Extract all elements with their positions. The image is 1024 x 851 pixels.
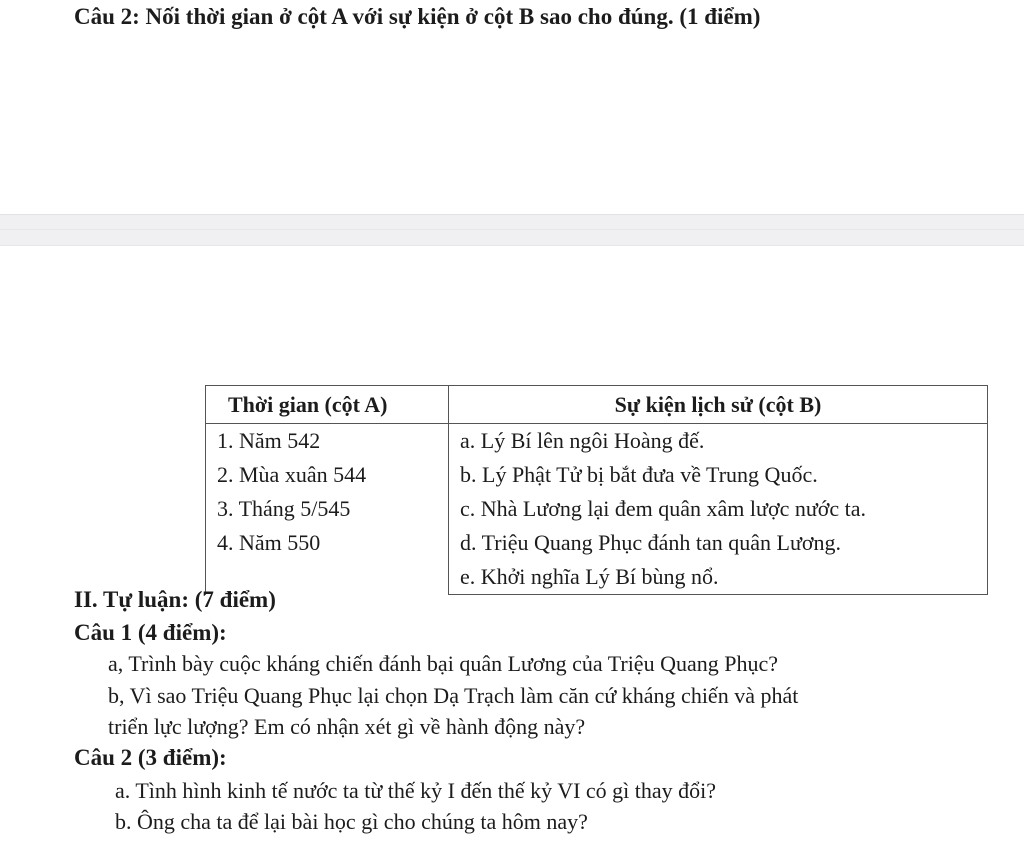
table-row	[206, 560, 988, 595]
essay-question-2-heading: Câu 2 (3 điểm):	[74, 745, 227, 770]
table-row	[206, 526, 988, 560]
table-header-row	[206, 386, 988, 424]
essay-question-1a: a, Trình bày cuộc kháng chiến đánh bại quân Lương của Triệu Quang Phục?	[108, 651, 778, 676]
essay-question-1-heading: Câu 1 (4 điểm):	[74, 620, 227, 645]
column-b-cell: e. Khởi nghĩa Lý Bí bùng nổ.	[449, 560, 988, 595]
table-row	[206, 424, 988, 459]
essay-question-1b-line-1: b, Vì sao Triệu Quang Phục lại chọn Dạ Trạch làm căn cứ kháng chiến và phát	[108, 683, 799, 708]
table-row	[206, 458, 988, 492]
column-a-cell: 2. Mùa xuân 544	[206, 458, 449, 492]
column-b-cell: d. Triệu Quang Phục đánh tan quân Lương.	[449, 526, 988, 560]
essay-section-heading: II. Tự luận: (7 điểm)	[74, 587, 276, 612]
column-b-header: Sự kiện lịch sử (cột B)	[449, 386, 988, 424]
matching-table	[205, 385, 988, 595]
essay-question-2a: a. Tình hình kinh tế nước ta từ thế kỷ I đến thế kỷ VI có gì thay đổi?	[115, 778, 717, 803]
table-row	[206, 492, 988, 526]
column-a-cell: 3. Tháng 5/545	[206, 492, 449, 526]
column-b-cell: c. Nhà Lương lại đem quân xâm lược nước ta.	[449, 492, 988, 526]
column-b-cell: a. Lý Bí lên ngôi Hoàng đế.	[449, 424, 988, 459]
page-divider	[0, 214, 1024, 246]
question-2-title: Câu 2: Nối thời gian ở cột A với sự kiện ở cột B sao cho đúng. (1 điểm)	[74, 4, 761, 29]
essay-question-1b-line-2: triển lực lượng? Em có nhận xét gì về hành động này?	[108, 714, 586, 739]
essay-question-2b: b. Ông cha ta để lại bài học gì cho chúng ta hôm nay?	[115, 809, 588, 834]
column-a-cell: 1. Năm 542	[206, 424, 449, 459]
column-a-cell: 4. Năm 550	[206, 526, 449, 560]
column-b-cell: b. Lý Phật Tử bị bắt đưa về Trung Quốc.	[449, 458, 988, 492]
column-a-header: Thời gian (cột A)	[206, 386, 449, 424]
